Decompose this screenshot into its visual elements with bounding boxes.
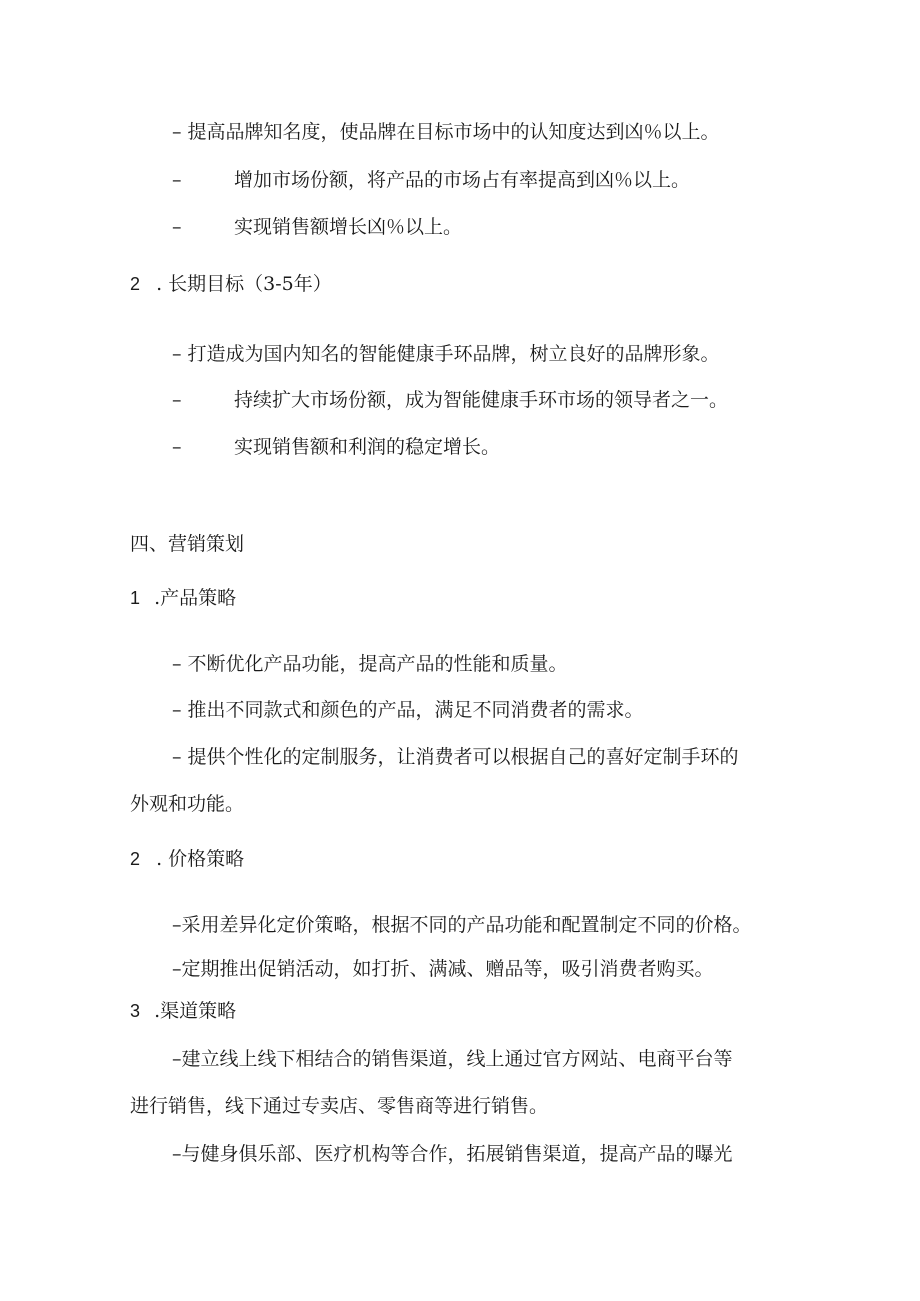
bullet-dash: – — [172, 169, 182, 191]
channel-heading — [130, 998, 236, 1024]
heading-title: .产品策略 — [154, 587, 237, 609]
long-term-heading — [130, 271, 332, 297]
channel-item-1-cont: 进行销售，线下通过专卖店、零售商等进行销售。 — [130, 1095, 549, 1117]
heading-title: .渠道策略 — [154, 1000, 237, 1022]
price-item-2: –定期推出促销活动，如打折、满减、赠品等，吸引消费者购买。 — [172, 958, 714, 980]
bullet-dash: – — [172, 436, 182, 458]
price-heading — [130, 846, 244, 872]
short-goal-2-text: 增加市场份额，将产品的市场占有率提高到凶％以上。 — [234, 169, 691, 191]
bullet-dash: – — [172, 216, 182, 238]
heading-number: 1 — [130, 588, 141, 608]
product-item-1: – 不断优化产品功能，提高产品的性能和质量。 — [172, 653, 568, 675]
heading-number: 2 — [130, 849, 141, 869]
long-goal-2-text: 持续扩大市场份额，成为智能健康手环市场的领导者之一。 — [234, 389, 729, 411]
long-goal-3 — [172, 434, 500, 460]
long-goal-2 — [172, 387, 728, 413]
product-heading — [130, 585, 236, 611]
short-goal-1: – 提高品牌知名度，使品牌在目标市场中的认知度达到凶％以上。 — [172, 121, 720, 143]
channel-item-2: –与健身俱乐部、医疗机构等合作，拓展销售渠道，提高产品的曝光 — [172, 1143, 733, 1165]
heading-number: 2 — [130, 274, 141, 294]
long-goal-3-text: 实现销售额和利润的稳定增长。 — [234, 436, 501, 458]
product-item-3: – 提供个性化的定制服务，让消费者可以根据自己的喜好定制手环的 — [172, 746, 739, 768]
channel-item-1: –建立线上线下相结合的销售渠道，线上通过官方网站、电商平台等 — [172, 1048, 733, 1070]
bullet-dash: – — [172, 389, 182, 411]
section-heading: 四、营销策划 — [130, 533, 245, 555]
heading-number: 3 — [130, 1001, 141, 1021]
short-goal-2 — [172, 167, 690, 193]
product-item-3-cont: 外观和功能。 — [130, 793, 245, 815]
long-goal-1: – 打造成为国内知名的智能健康手环品牌，树立良好的品牌形象。 — [172, 343, 720, 365]
heading-title: . 长期目标（3-5年） — [156, 273, 332, 295]
heading-title: . 价格策略 — [156, 848, 245, 870]
short-goal-3 — [172, 214, 462, 240]
product-item-2: – 推出不同款式和颜色的产品，满足不同消费者的需求。 — [172, 699, 644, 721]
price-item-1: –采用差异化定价策略，根据不同的产品功能和配置制定不同的价格。 — [172, 914, 752, 936]
short-goal-3-text: 实现销售额增长凶％以上。 — [234, 216, 463, 238]
